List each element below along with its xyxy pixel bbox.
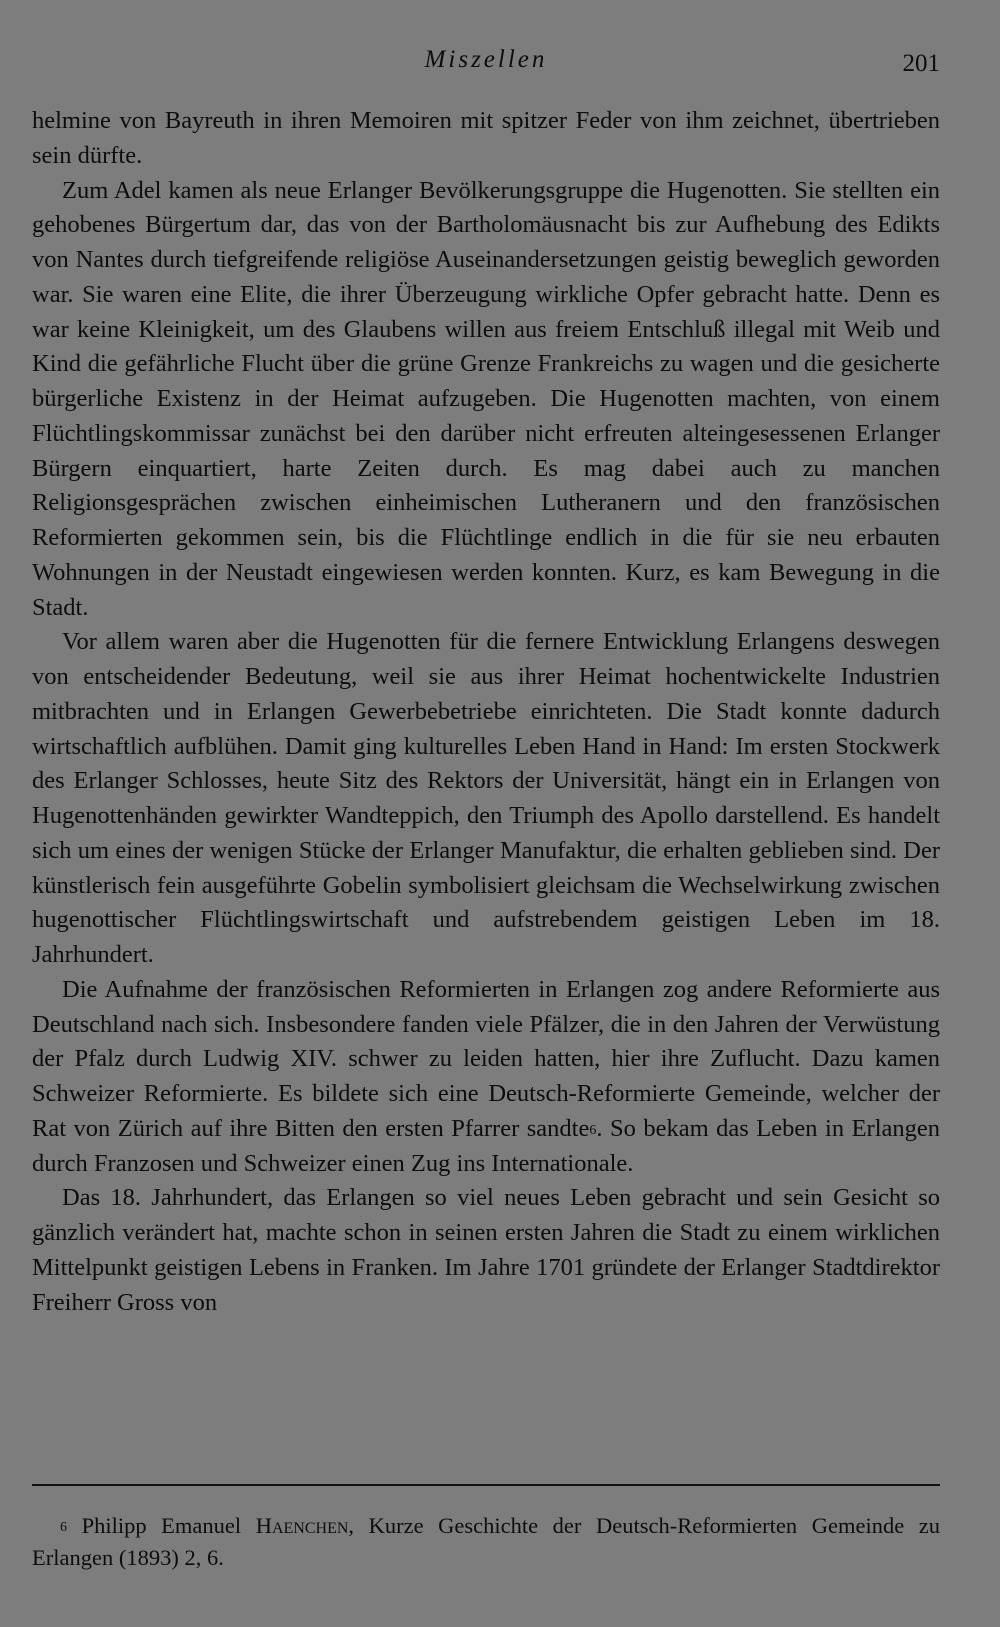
footnote-reference[interactable]: 6 (589, 1122, 597, 1138)
footnote-author-first: Philipp Emanuel (81, 1513, 242, 1538)
paragraph-continuation: helmine von Bayreuth in ihren Memoiren mit spitzer Feder von ihm zeichnet, übertrieben sein dürfte. (32, 107, 940, 169)
page-header (32, 46, 940, 80)
document-page (32, 0, 940, 1627)
paragraph-reformierte-text: Die Aufnahme der französischen Reformierten in Erlangen zog andere Reformierte aus Deutschland nach sich. Insbesondere fanden viele Pfälzer, die in den Jahren der Verwüstung der Pfalz durch Ludwig XIV. schwer zu leiden hatten, hier ihre Zuflucht. Dazu kamen Schweizer Reformierte. Es bildete sich eine Deutsch-Reformierte Gemeinde, welcher der Rat von Zürich auf ihre Bitten den ersten Pfarrer sandte (32, 975, 940, 1142)
paragraph-hugenotten: Zum Adel kamen als neue Erlanger Bevölkerungsgruppe die Hugenotten. Sie stellten ein gehobenes Bürgertum dar, das von der Bartholomäusnacht bis zur Aufhebung des Edikts von Nantes durch tiefgreifende religiöse Auseinandersetzungen geistig beweglich geworden war. Sie waren eine Elite, die ihrer Überzeugung wirkliche Opfer gebracht hatte. Denn es war keine Kleinigkeit, um des Glaubens willen aus freiem Entschluß illegal mit Weib und Kind die gefährliche Flucht über die grüne Grenze Frankreichs zu wagen und die gesicherte bürgerliche Existenz in der Heimat aufzugeben. Die Hugenotten machten, von einem Flüchtlingskommissar zunächst bei den darüber nicht erfreuten alteingesessenen Erlanger Bürgern einquartiert, harte Zeiten durch. Es mag dabei auch zu manchen Religionsgesprächen zwischen einheimischen Lutheranern und den französischen Reformierten gekommen sein, bis die Flüchtlinge endlich in die für sie neu erbauten Wohnungen in der Neustadt eingewiesen werden konnten. Kurz, es kam Bewegung in die Stadt. (32, 176, 940, 621)
footnote-citation: , Kurze Geschichte der Deutsch-Reformierten Gemeinde zu Erlangen (1893) 2, 6. (32, 1513, 940, 1570)
footnote-author-last: Haenchen (255, 1513, 349, 1538)
footnote (32, 1510, 940, 1574)
paragraph-reformierte-text-end: . So bekam das Leben in Erlangen durch Franzosen und Schweizer einen Zug ins Internationale. (32, 1114, 940, 1177)
paragraph-industrie: Vor allem waren aber die Hugenotten für die fernere Entwicklung Erlangens deswegen von entscheidender Bedeutung, weil sie aus ihrer Heimat hochentwickelte Industrien mitbrachten und in Erlangen Gewerbebetriebe einrichteten. Die Stadt konnte dadurch wirtschaftlich aufblühen. Damit ging kulturelles Leben Hand in Hand: Im ersten Stockwerk des Erlanger Schlosses, heute Sitz des Rektors der Universität, hängt ein in Erlangen von Hugenottenhänden gewirkter Wandteppich, den Triumph des Apollo darstellend. Es handelt sich um eines der wenigen Stücke der Erlanger Manufaktur, die erhalten geblieben sind. Der künstlerisch fein ausgeführte Gobelin symbolisiert gleichsam die Wechselwirkung zwischen hugenottischer Flüchtlingswirtschaft und aufstrebendem geistigen Leben im 18. Jahrhundert. (32, 628, 940, 968)
running-head: Miszellen (424, 46, 548, 73)
paragraph-18-jahrhundert: Das 18. Jahrhundert, das Erlangen so viel neues Leben gebracht und sein Gesicht so gänzlich verändert hat, machte schon in seinen ersten Jahren die Stadt zu einem wirklichen Mittelpunkt geistigen Lebens in Franken. Im Jahre 1701 gründete der Erlanger Stadtdirektor Freiherr Gross von (32, 1184, 940, 1316)
footnote-divider (32, 1484, 940, 1486)
footnote-number: 6 (60, 1520, 67, 1535)
page-number: 201 (902, 50, 940, 77)
paragraph-reformierte (32, 973, 940, 1182)
body-text (32, 104, 940, 1320)
